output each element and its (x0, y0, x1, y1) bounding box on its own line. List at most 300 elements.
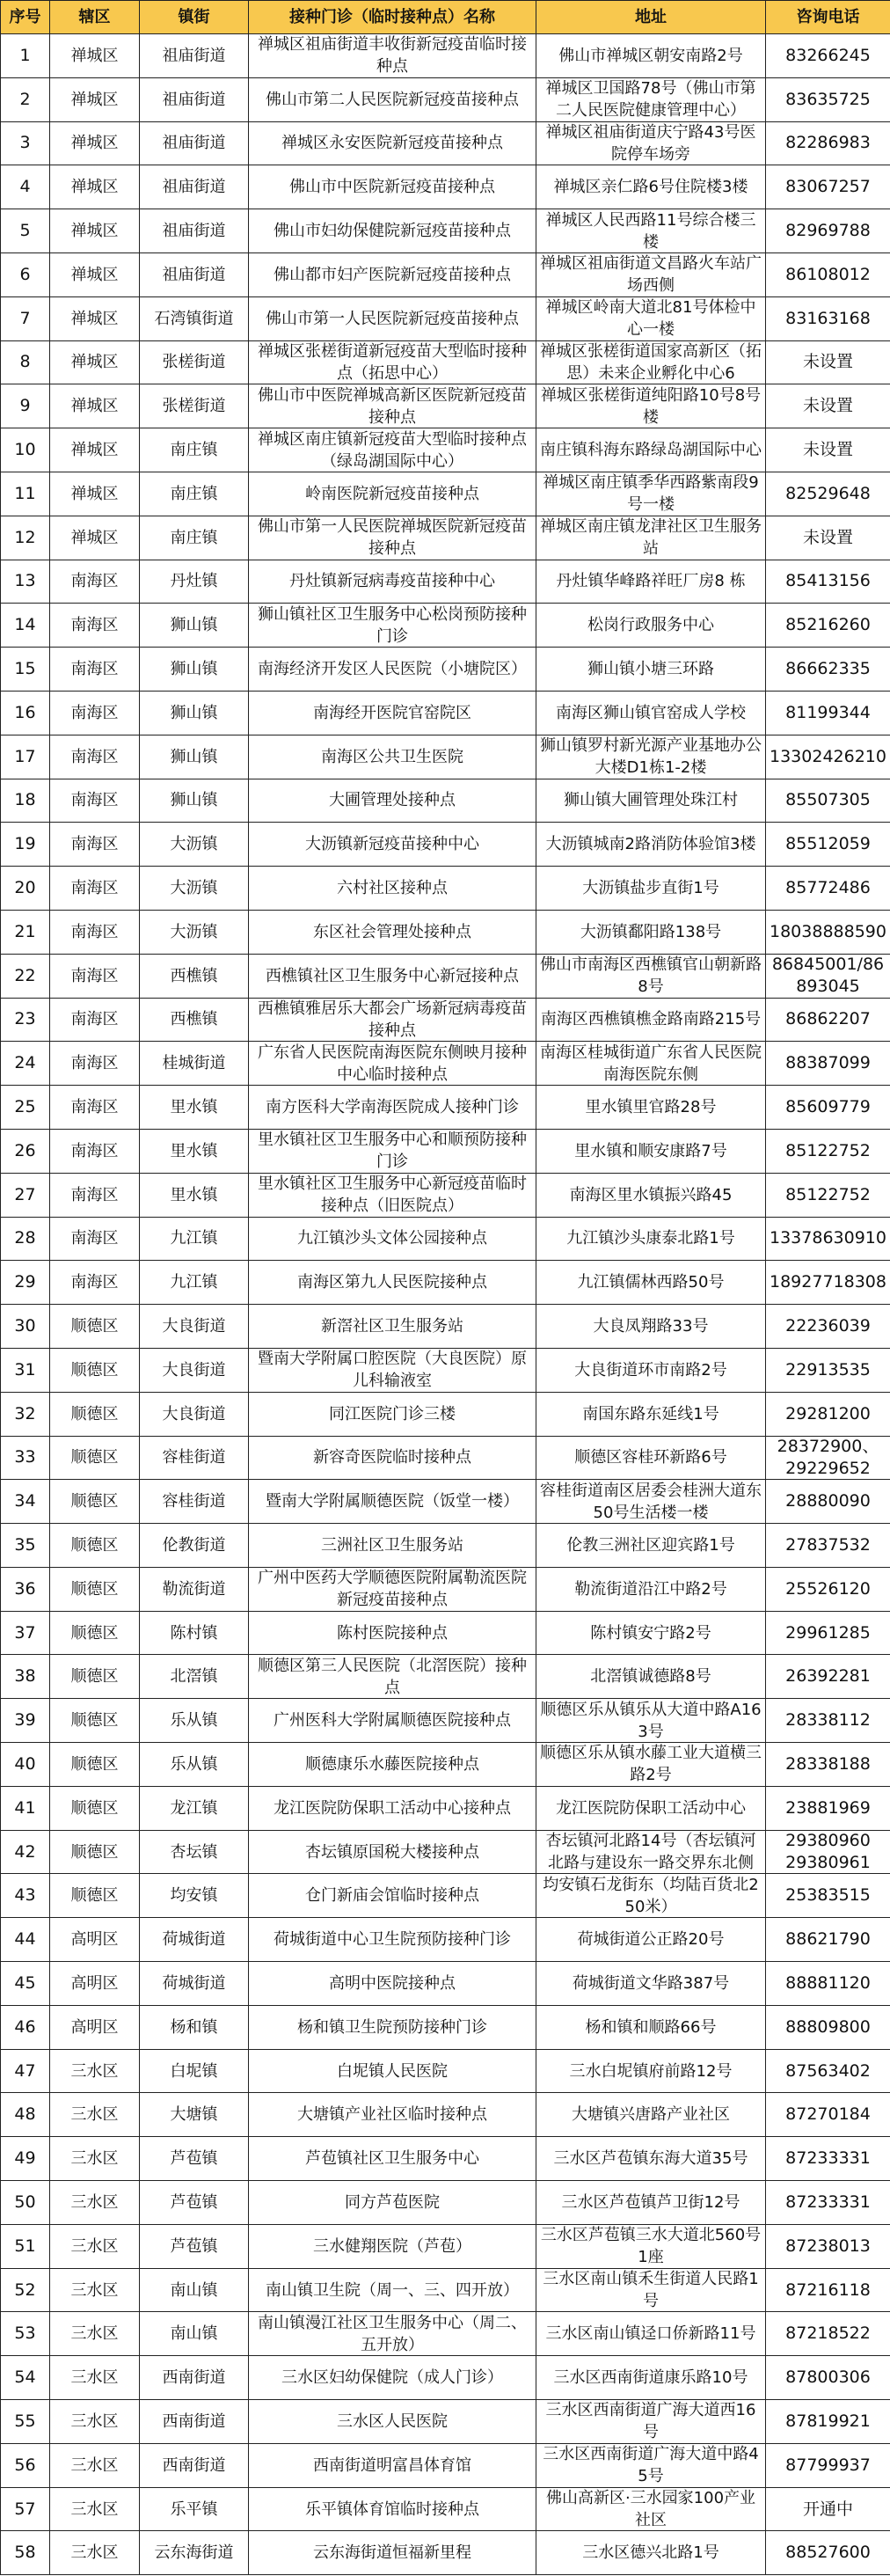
cell-phone: 未设置 (766, 341, 890, 385)
cell-site-name: 南海区第九人民医院接种点 (249, 1261, 536, 1305)
cell-address: 佛山市南海区西樵镇官山朝新路8号 (536, 955, 766, 999)
cell-site-name: 高明中医院接种点 (249, 1962, 536, 2006)
cell-seq: 35 (1, 1524, 50, 1568)
cell-seq: 50 (1, 2181, 50, 2225)
cell-seq: 55 (1, 2400, 50, 2444)
cell-seq: 38 (1, 1655, 50, 1699)
cell-district: 南海区 (50, 1174, 140, 1218)
cell-district: 三水区 (50, 2488, 140, 2532)
cell-district: 高明区 (50, 1918, 140, 1962)
cell-site-name: 新滘社区卫生服务站 (249, 1305, 536, 1349)
cell-address: 狮山镇小塘三环路 (536, 648, 766, 692)
cell-phone: 86662335 (766, 648, 890, 692)
cell-phone: 未设置 (766, 384, 890, 428)
cell-phone: 87563402 (766, 2050, 890, 2094)
header-address: 地址 (536, 1, 766, 34)
cell-town: 容桂街道 (140, 1437, 249, 1481)
cell-town: 南山镇 (140, 2269, 249, 2313)
cell-district: 三水区 (50, 2225, 140, 2269)
cell-address: 禅城区张槎街道纯阳路10号8号楼 (536, 384, 766, 428)
cell-phone: 83266245 (766, 34, 890, 78)
cell-site-name: 芦苞镇社区卫生服务中心 (249, 2137, 536, 2181)
cell-district: 南海区 (50, 955, 140, 999)
cell-district: 三水区 (50, 2093, 140, 2137)
cell-seq: 1 (1, 34, 50, 78)
cell-address: 杨和镇和顺路66号 (536, 2006, 766, 2050)
cell-site-name: 顺德康乐水藤医院接种点 (249, 1743, 536, 1787)
cell-district: 禅城区 (50, 297, 140, 341)
cell-phone: 83635725 (766, 78, 890, 122)
cell-site-name: 陈村医院接种点 (249, 1612, 536, 1656)
cell-seq: 39 (1, 1699, 50, 1743)
cell-town: 张槎街道 (140, 384, 249, 428)
cell-site-name: 乐平镇体育馆临时接种点 (249, 2488, 536, 2532)
cell-town: 荷城街道 (140, 1918, 249, 1962)
cell-seq: 12 (1, 516, 50, 560)
cell-address: 均安镇石龙街东（均陆百货北250米） (536, 1874, 766, 1918)
cell-town: 里水镇 (140, 1130, 249, 1174)
cell-address: 陈村镇安宁路2号 (536, 1612, 766, 1656)
cell-seq: 54 (1, 2356, 50, 2400)
cell-seq: 14 (1, 604, 50, 648)
cell-district: 顺德区 (50, 1699, 140, 1743)
cell-site-name: 同方芦苞医院 (249, 2181, 536, 2225)
cell-phone: 86845001/86893045 (766, 955, 890, 999)
cell-town: 九江镇 (140, 1261, 249, 1305)
cell-district: 顺德区 (50, 1874, 140, 1918)
cell-town: 芦苞镇 (140, 2181, 249, 2225)
cell-town: 南庄镇 (140, 428, 249, 472)
cell-site-name: 广州中医药大学顺德医院附属勒流医院新冠疫苗接种点 (249, 1568, 536, 1612)
cell-address: 九江镇儒林西路50号 (536, 1261, 766, 1305)
cell-district: 顺德区 (50, 1349, 140, 1393)
cell-address: 禅城区张槎街道国家高新区（拓思）未来企业孵化中心6 (536, 341, 766, 385)
cell-site-name: 三洲社区卫生服务站 (249, 1524, 536, 1568)
cell-phone: 88621790 (766, 1918, 890, 1962)
cell-town: 里水镇 (140, 1086, 249, 1130)
cell-address: 大沥镇鄱阳路138号 (536, 911, 766, 955)
cell-address: 大塘镇兴唐路产业社区 (536, 2093, 766, 2137)
cell-site-name: 三水健翔医院（芦苞） (249, 2225, 536, 2269)
cell-district: 顺德区 (50, 1655, 140, 1699)
cell-seq: 53 (1, 2312, 50, 2356)
cell-district: 三水区 (50, 2356, 140, 2400)
cell-seq: 29 (1, 1261, 50, 1305)
cell-phone: 87238013 (766, 2225, 890, 2269)
cell-site-name: 同江医院门诊三楼 (249, 1393, 536, 1437)
cell-district: 禅城区 (50, 122, 140, 166)
cell-site-name: 六村社区接种点 (249, 867, 536, 911)
cell-phone: 22913535 (766, 1349, 890, 1393)
cell-address: 北滘镇诚德路8号 (536, 1655, 766, 1699)
cell-phone: 25383515 (766, 1874, 890, 1918)
cell-phone: 87800306 (766, 2356, 890, 2400)
cell-phone: 25526120 (766, 1568, 890, 1612)
cell-seq: 16 (1, 692, 50, 735)
cell-site-name: 丹灶镇新冠病毒疫苗接种中心 (249, 560, 536, 604)
cell-phone: 22236039 (766, 1305, 890, 1349)
cell-address: 三水区芦苞镇芦卫街12号 (536, 2181, 766, 2225)
cell-district: 高明区 (50, 1962, 140, 2006)
cell-site-name: 南山镇漫江社区卫生服务中心（周二、五开放） (249, 2312, 536, 2356)
cell-seq: 17 (1, 735, 50, 779)
cell-town: 祖庙街道 (140, 34, 249, 78)
cell-address: 里水镇和顺安康路7号 (536, 1130, 766, 1174)
cell-phone: 87218522 (766, 2312, 890, 2356)
cell-town: 大沥镇 (140, 911, 249, 955)
cell-town: 勒流街道 (140, 1568, 249, 1612)
cell-site-name: 里水镇社区卫生服务中心新冠疫苗临时接种点（旧医院点） (249, 1174, 536, 1218)
cell-district: 南海区 (50, 1261, 140, 1305)
cell-phone: 83163168 (766, 297, 890, 341)
cell-phone: 88527600 (766, 2531, 890, 2575)
cell-town: 乐从镇 (140, 1699, 249, 1743)
cell-district: 南海区 (50, 648, 140, 692)
cell-site-name: 荷城街道中心卫生院预防接种门诊 (249, 1918, 536, 1962)
cell-phone: 28338188 (766, 1743, 890, 1787)
cell-town: 祖庙街道 (140, 209, 249, 253)
cell-district: 三水区 (50, 2400, 140, 2444)
cell-address: 顺德区乐从镇乐从大道中路A163号 (536, 1699, 766, 1743)
cell-district: 南海区 (50, 823, 140, 867)
cell-phone: 未设置 (766, 516, 890, 560)
cell-site-name: 西樵镇社区卫生服务中心新冠接种点 (249, 955, 536, 999)
cell-site-name: 佛山市第一人民医院禅城医院新冠疫苗接种点 (249, 516, 536, 560)
cell-town: 容桂街道 (140, 1480, 249, 1524)
cell-address: 禅城区亲仁路6号住院楼3楼 (536, 165, 766, 209)
cell-site-name: 仓门新庙会馆临时接种点 (249, 1874, 536, 1918)
cell-district: 顺德区 (50, 1743, 140, 1787)
cell-district: 顺德区 (50, 1305, 140, 1349)
cell-address: 南海区里水镇振兴路45 (536, 1174, 766, 1218)
cell-phone: 27837532 (766, 1524, 890, 1568)
cell-address: 丹灶镇华峰路祥旺厂房8 栋 (536, 560, 766, 604)
cell-town: 大沥镇 (140, 867, 249, 911)
cell-district: 南海区 (50, 1130, 140, 1174)
cell-town: 西樵镇 (140, 955, 249, 999)
cell-seq: 31 (1, 1349, 50, 1393)
cell-seq: 19 (1, 823, 50, 867)
cell-district: 禅城区 (50, 516, 140, 560)
cell-phone: 86862207 (766, 999, 890, 1043)
cell-address: 禅城区岭南大道北81号体检中心一楼 (536, 297, 766, 341)
cell-address: 南海区西樵镇樵金路南路215号 (536, 999, 766, 1043)
cell-town: 白坭镇 (140, 2050, 249, 2094)
cell-address: 伦教三洲社区迎宾路1号 (536, 1524, 766, 1568)
cell-town: 云东海街道 (140, 2531, 249, 2575)
cell-seq: 45 (1, 1962, 50, 2006)
cell-phone: 26392281 (766, 1655, 890, 1699)
cell-address: 龙江医院防保职工活动中心 (536, 1787, 766, 1831)
cell-seq: 47 (1, 2050, 50, 2094)
cell-town: 南庄镇 (140, 516, 249, 560)
cell-site-name: 佛山市第二人民医院新冠疫苗接种点 (249, 78, 536, 122)
cell-seq: 58 (1, 2531, 50, 2575)
cell-phone: 未设置 (766, 428, 890, 472)
cell-seq: 33 (1, 1437, 50, 1481)
cell-address: 勒流街道沿江中路2号 (536, 1568, 766, 1612)
cell-district: 禅城区 (50, 472, 140, 516)
cell-town: 狮山镇 (140, 648, 249, 692)
cell-seq: 57 (1, 2488, 50, 2532)
cell-address: 顺德区容桂环新路6号 (536, 1437, 766, 1481)
cell-site-name: 杨和镇卫生院预防接种门诊 (249, 2006, 536, 2050)
cell-site-name: 佛山市中医院新冠疫苗接种点 (249, 165, 536, 209)
cell-phone: 29281200 (766, 1393, 890, 1437)
cell-site-name: 里水镇社区卫生服务中心和顺预防接种门诊 (249, 1130, 536, 1174)
cell-town: 大良街道 (140, 1349, 249, 1393)
cell-phone: 29380960 29380961 (766, 1831, 890, 1875)
cell-site-name: 杏坛镇原国税大楼接种点 (249, 1831, 536, 1875)
cell-site-name: 西樵镇雅居乐大都会广场新冠病毒疫苗接种点 (249, 999, 536, 1043)
cell-seq: 56 (1, 2444, 50, 2488)
cell-address: 三水区芦苞镇三水大道北560号1座 (536, 2225, 766, 2269)
cell-district: 顺德区 (50, 1480, 140, 1524)
cell-district: 顺德区 (50, 1393, 140, 1437)
cell-phone: 85122752 (766, 1174, 890, 1218)
cell-district: 南海区 (50, 867, 140, 911)
cell-district: 禅城区 (50, 78, 140, 122)
cell-district: 三水区 (50, 2444, 140, 2488)
header-site-name: 接种门诊（临时接种点）名称 (249, 1, 536, 34)
cell-address: 三水区西南街道广海大道西16号 (536, 2400, 766, 2444)
cell-phone: 87233331 (766, 2181, 890, 2225)
cell-seq: 4 (1, 165, 50, 209)
cell-address: 大沥镇城南2路消防体验馆3楼 (536, 823, 766, 867)
cell-seq: 28 (1, 1218, 50, 1262)
cell-address: 狮山镇大圃管理处珠江村 (536, 779, 766, 823)
cell-seq: 42 (1, 1831, 50, 1875)
cell-address: 南海区桂城街道广东省人民医院南海医院东侧 (536, 1042, 766, 1086)
cell-site-name: 禅城区南庄镇新冠疫苗大型临时接种点（绿岛湖国际中心） (249, 428, 536, 472)
cell-site-name: 大塘镇产业社区临时接种点 (249, 2093, 536, 2137)
cell-phone: 18038888590 (766, 911, 890, 955)
cell-seq: 23 (1, 999, 50, 1043)
cell-site-name: 大沥镇新冠疫苗接种中心 (249, 823, 536, 867)
cell-site-name: 广州医科大学附属顺德医院接种点 (249, 1699, 536, 1743)
cell-phone: 85772486 (766, 867, 890, 911)
cell-phone: 13302426210 (766, 735, 890, 779)
cell-district: 顺德区 (50, 1437, 140, 1481)
cell-phone: 29961285 (766, 1612, 890, 1656)
cell-town: 里水镇 (140, 1174, 249, 1218)
cell-site-name: 广东省人民医院南海医院东侧映月接种中心临时接种点 (249, 1042, 536, 1086)
cell-seq: 21 (1, 911, 50, 955)
cell-address: 三水区德兴北路1号 (536, 2531, 766, 2575)
cell-site-name: 东区社会管理处接种点 (249, 911, 536, 955)
cell-phone: 18927718308 (766, 1261, 890, 1305)
cell-site-name: 新容奇医院临时接种点 (249, 1437, 536, 1481)
cell-site-name: 顺德区第三人民医院（北滘医院）接种点 (249, 1655, 536, 1699)
cell-town: 祖庙街道 (140, 122, 249, 166)
cell-site-name: 南海区公共卫生医院 (249, 735, 536, 779)
cell-seq: 27 (1, 1174, 50, 1218)
cell-phone: 23881969 (766, 1787, 890, 1831)
cell-address: 南国东路东延线1号 (536, 1393, 766, 1437)
cell-town: 祖庙街道 (140, 78, 249, 122)
cell-address: 荷城街道文华路387号 (536, 1962, 766, 2006)
cell-district: 顺德区 (50, 1787, 140, 1831)
cell-seq: 18 (1, 779, 50, 823)
cell-seq: 44 (1, 1918, 50, 1962)
cell-site-name: 狮山镇社区卫生服务中心松岗预防接种门诊 (249, 604, 536, 648)
cell-site-name: 佛山市第一人民医院新冠疫苗接种点 (249, 297, 536, 341)
cell-district: 高明区 (50, 2006, 140, 2050)
cell-phone: 88387099 (766, 1042, 890, 1086)
cell-phone: 85512059 (766, 823, 890, 867)
cell-address: 禅城区祖庙街道文昌路火车站广场西侧 (536, 253, 766, 297)
cell-address: 里水镇里官路28号 (536, 1086, 766, 1130)
cell-seq: 34 (1, 1480, 50, 1524)
cell-town: 石湾镇街道 (140, 297, 249, 341)
cell-district: 南海区 (50, 999, 140, 1043)
cell-address: 南海区狮山镇官窑成人学校 (536, 692, 766, 735)
cell-site-name: 龙江医院防保职工活动中心接种点 (249, 1787, 536, 1831)
cell-seq: 26 (1, 1130, 50, 1174)
cell-seq: 24 (1, 1042, 50, 1086)
cell-district: 禅城区 (50, 341, 140, 385)
cell-town: 芦苞镇 (140, 2137, 249, 2181)
cell-seq: 30 (1, 1305, 50, 1349)
header-town: 镇街 (140, 1, 249, 34)
header-district: 辖区 (50, 1, 140, 34)
cell-phone: 87216118 (766, 2269, 890, 2313)
cell-town: 九江镇 (140, 1218, 249, 1262)
cell-address: 三水白坭镇府前路12号 (536, 2050, 766, 2094)
cell-seq: 2 (1, 78, 50, 122)
cell-district: 南海区 (50, 692, 140, 735)
cell-district: 南海区 (50, 735, 140, 779)
cell-site-name: 暨南大学附属顺德医院（饭堂一楼） (249, 1480, 536, 1524)
header-phone: 咨询电话 (766, 1, 890, 34)
cell-address: 杏坛镇河北路14号（杏坛镇河北路与建设东一路交界东北侧 (536, 1831, 766, 1875)
cell-address: 九江镇沙头康泰北路1号 (536, 1218, 766, 1262)
cell-seq: 43 (1, 1874, 50, 1918)
cell-seq: 22 (1, 955, 50, 999)
cell-address: 禅城区卫国路78号（佛山市第二人民医院健康管理中心） (536, 78, 766, 122)
cell-seq: 52 (1, 2269, 50, 2313)
cell-town: 狮山镇 (140, 604, 249, 648)
cell-town: 北滘镇 (140, 1655, 249, 1699)
cell-phone: 87819921 (766, 2400, 890, 2444)
cell-address: 松岗行政服务中心 (536, 604, 766, 648)
cell-town: 乐平镇 (140, 2488, 249, 2532)
cell-site-name: 云东海街道恒福新里程 (249, 2531, 536, 2575)
cell-town: 张槎街道 (140, 341, 249, 385)
cell-town: 龙江镇 (140, 1787, 249, 1831)
cell-site-name: 南海经济开发区人民医院（小塘院区） (249, 648, 536, 692)
cell-phone: 87233331 (766, 2137, 890, 2181)
cell-phone: 13378630910 (766, 1218, 890, 1262)
cell-seq: 51 (1, 2225, 50, 2269)
cell-town: 桂城街道 (140, 1042, 249, 1086)
cell-district: 三水区 (50, 2531, 140, 2575)
cell-town: 南山镇 (140, 2312, 249, 2356)
cell-town: 狮山镇 (140, 735, 249, 779)
cell-seq: 7 (1, 297, 50, 341)
cell-town: 大良街道 (140, 1305, 249, 1349)
cell-address: 大良凤翔路33号 (536, 1305, 766, 1349)
cell-site-name: 三水区人民医院 (249, 2400, 536, 2444)
cell-phone: 开通中 (766, 2488, 890, 2532)
cell-district: 三水区 (50, 2269, 140, 2313)
cell-town: 大塘镇 (140, 2093, 249, 2137)
cell-site-name: 佛山市妇幼保健院新冠疫苗接种点 (249, 209, 536, 253)
cell-town: 大沥镇 (140, 823, 249, 867)
cell-district: 顺德区 (50, 1568, 140, 1612)
cell-district: 南海区 (50, 560, 140, 604)
cell-seq: 15 (1, 648, 50, 692)
cell-phone: 85609779 (766, 1086, 890, 1130)
cell-district: 顺德区 (50, 1612, 140, 1656)
cell-phone: 85413156 (766, 560, 890, 604)
cell-address: 三水区南山镇禾生街道人民路1号 (536, 2269, 766, 2313)
cell-town: 祖庙街道 (140, 253, 249, 297)
cell-phone: 82286983 (766, 122, 890, 166)
cell-district: 南海区 (50, 911, 140, 955)
cell-district: 南海区 (50, 1042, 140, 1086)
cell-phone: 85122752 (766, 1130, 890, 1174)
cell-seq: 11 (1, 472, 50, 516)
cell-address: 三水区南山镇迳口侨新路11号 (536, 2312, 766, 2356)
header-seq: 序号 (1, 1, 50, 34)
cell-phone: 28338112 (766, 1699, 890, 1743)
cell-phone: 83067257 (766, 165, 890, 209)
cell-seq: 20 (1, 867, 50, 911)
cell-district: 禅城区 (50, 209, 140, 253)
cell-site-name: 三水区妇幼保健院（成人门诊） (249, 2356, 536, 2400)
cell-site-name: 佛山都市妇产医院新冠疫苗接种点 (249, 253, 536, 297)
cell-address: 南庄镇科海东路绿岛湖国际中心 (536, 428, 766, 472)
cell-address: 禅城区南庄镇季华西路紫南段9号一楼 (536, 472, 766, 516)
cell-phone: 87799937 (766, 2444, 890, 2488)
cell-seq: 46 (1, 2006, 50, 2050)
cell-seq: 6 (1, 253, 50, 297)
cell-phone: 88809800 (766, 2006, 890, 2050)
cell-phone: 28880090 (766, 1480, 890, 1524)
cell-phone: 85507305 (766, 779, 890, 823)
cell-district: 禅城区 (50, 165, 140, 209)
cell-address: 佛山高新区·三水园家100产业社区 (536, 2488, 766, 2532)
cell-seq: 3 (1, 122, 50, 166)
cell-phone: 85216260 (766, 604, 890, 648)
cell-site-name: 暨南大学附属口腔医院（大良医院）原儿科输液室 (249, 1349, 536, 1393)
cell-seq: 32 (1, 1393, 50, 1437)
cell-town: 乐从镇 (140, 1743, 249, 1787)
cell-address: 禅城区南庄镇龙津社区卫生服务站 (536, 516, 766, 560)
cell-address: 三水区西南街道广海大道中路45号 (536, 2444, 766, 2488)
cell-site-name: 岭南医院新冠疫苗接种点 (249, 472, 536, 516)
cell-site-name: 禅城区张槎街道新冠疫苗大型临时接种点（拓思中心） (249, 341, 536, 385)
cell-town: 杏坛镇 (140, 1831, 249, 1875)
cell-phone: 88881120 (766, 1962, 890, 2006)
cell-address: 狮山镇罗村新光源产业基地办公大楼D1栋1-2楼 (536, 735, 766, 779)
cell-phone: 28372900、 29229652 (766, 1437, 890, 1481)
cell-town: 狮山镇 (140, 692, 249, 735)
cell-site-name: 南海经开医院官窑院区 (249, 692, 536, 735)
cell-seq: 5 (1, 209, 50, 253)
cell-seq: 41 (1, 1787, 50, 1831)
cell-town: 南庄镇 (140, 472, 249, 516)
cell-seq: 40 (1, 1743, 50, 1787)
cell-town: 芦苞镇 (140, 2225, 249, 2269)
cell-town: 杨和镇 (140, 2006, 249, 2050)
cell-address: 大沥镇盐步直街1号 (536, 867, 766, 911)
cell-seq: 48 (1, 2093, 50, 2137)
cell-town: 西樵镇 (140, 999, 249, 1043)
cell-town: 狮山镇 (140, 779, 249, 823)
cell-seq: 25 (1, 1086, 50, 1130)
